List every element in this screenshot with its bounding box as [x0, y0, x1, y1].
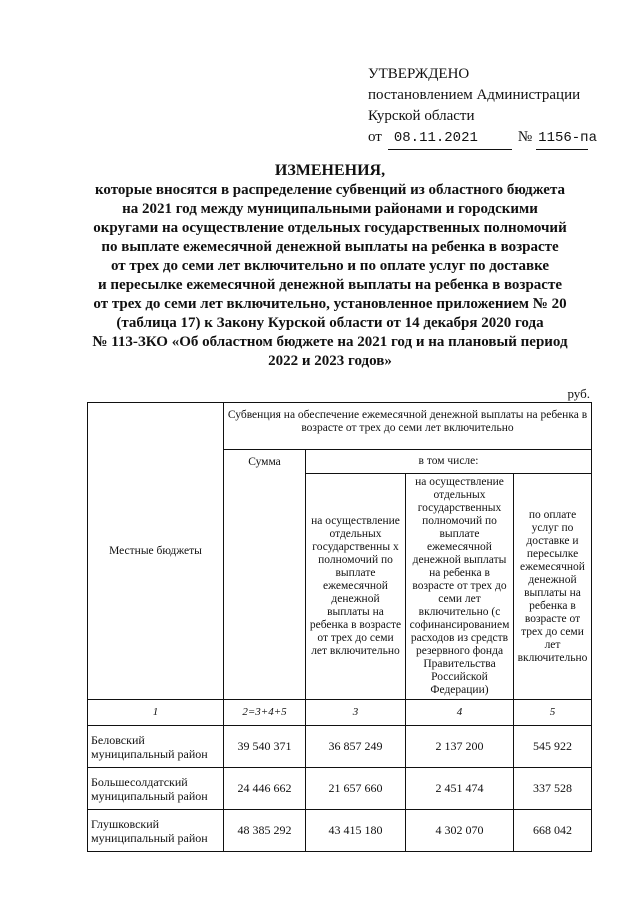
title-line: (таблица 17) к Закону Курской области от 14 декабря 2020 года: [116, 315, 544, 331]
index-cell: 5: [514, 700, 592, 726]
col5-value: 545 922: [514, 726, 592, 768]
from-label: от: [368, 129, 382, 145]
district-name: Большесолдатский муниципальный район: [88, 768, 224, 810]
header-sum: Сумма: [224, 450, 306, 700]
district-name: Беловский муниципальный район: [88, 726, 224, 768]
title-line: от трех до семи лет включительно, установленное приложением № 20: [93, 296, 567, 312]
approval-stamp: [368, 64, 597, 150]
sum-value: 48 385 292: [224, 810, 306, 852]
subvention-table: [87, 402, 592, 852]
header-local-budgets: Местные бюджеты: [88, 403, 224, 700]
index-cell: 4: [406, 700, 514, 726]
index-cell: 3: [306, 700, 406, 726]
index-cell: 2=3+4+5: [224, 700, 306, 726]
sum-value: 39 540 371: [224, 726, 306, 768]
table-row: [88, 810, 592, 852]
title-line: округами на осуществление отдельных государственных полномочий: [93, 220, 567, 236]
approval-region: Курской области: [368, 108, 475, 124]
table-row: [88, 726, 592, 768]
header-including: в том числе:: [306, 450, 592, 474]
index-cell: 1: [88, 700, 224, 726]
approval-date-number: [368, 127, 597, 150]
col5-value: 668 042: [514, 810, 592, 852]
title-line: 2022 и 2023 годов»: [268, 353, 392, 369]
col5-value: 337 528: [514, 768, 592, 810]
col3-value: 36 857 249: [306, 726, 406, 768]
col3-value: 43 415 180: [306, 810, 406, 852]
col4-value: 4 302 070: [406, 810, 514, 852]
table-row: [88, 768, 592, 810]
title-heading: ИЗМЕНЕНИЯ,: [274, 162, 386, 179]
approval-number: 1156-па: [536, 128, 588, 150]
col4-value: 2 451 474: [406, 768, 514, 810]
number-label: №: [517, 129, 533, 145]
col3-value: 21 657 660: [306, 768, 406, 810]
title-line: и пересылке ежемесячной денежной выплаты на ребенка в возрасте: [98, 277, 562, 293]
approval-date: 08.11.2021: [388, 128, 512, 150]
title-line: на 2021 год между муниципальными районами и городскими: [122, 201, 538, 217]
col4-value: 2 137 200: [406, 726, 514, 768]
header-subvention: Субвенция на обеспечение ежемесячной денежной выплаты на ребенка в возрасте от трех до семи лет включительно: [224, 403, 592, 450]
approval-title: УТВЕРЖДЕНО: [368, 66, 470, 82]
title-line: которые вносятся в распределение субвенций из областного бюджета: [94, 182, 566, 198]
title-line: № 113-ЗКО «Об областном бюджете на 2021 год и на плановый период: [92, 334, 568, 350]
header-col3: на осуществление отдельных государственны х полномочий по выплате ежемесячной денежной выплаты на ребенка в возрасте от трех до семи лет включительно: [306, 474, 406, 700]
district-name: Глушковский муниципальный район: [88, 810, 224, 852]
title-line: по выплате ежемесячной денежной выплаты на ребенка в возрасте: [101, 239, 559, 255]
title-line: от трех до семи лет включительно и по оплате услуг по доставке: [110, 258, 550, 274]
index-row: [88, 700, 592, 726]
header-col4: на осуществление отдельных государственных полномочий по выплате ежемесячной денежной выплаты на ребенка в возрасте от трех до семи лет включительно (с софинансированием расходов из средств резервного фонда Правительства Российской Федерации): [406, 474, 514, 700]
sum-value: 24 446 662: [224, 768, 306, 810]
currency-unit: руб.: [567, 386, 590, 401]
document-title: [60, 161, 600, 371]
header-col5: по оплате услуг по доставке и пересылке ежемесячной денежной выплаты на ребенка в возрасте от трех до семи лет включительно: [514, 474, 592, 700]
approval-issuer: постановлением Администрации: [368, 87, 581, 103]
